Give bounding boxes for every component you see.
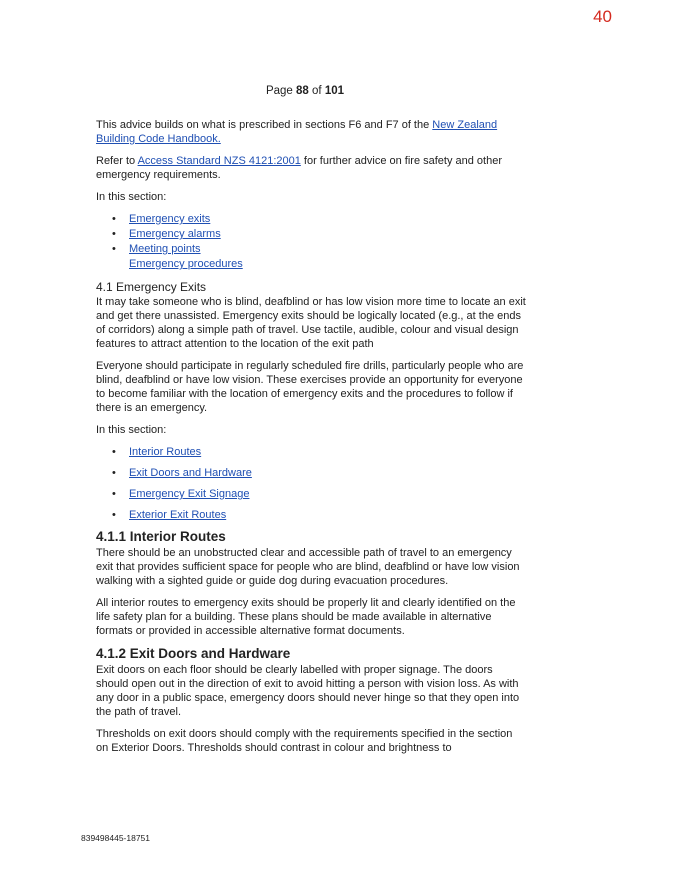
- intro-p2-suffix: for further advice on fire safety and other emergency requirements.: [96, 155, 503, 181]
- meeting-points-link[interactable]: Meeting points: [129, 243, 201, 255]
- section-4-1-link-list: [96, 445, 526, 522]
- section-4-1-2-paragraph-1: Exit doors on each floor should be clearly labelled with proper signage. The doors should open out in the direction of exit to avoid hitting a person with vision loss. As with any door in a public space, emergency doors should never hinge so that they open into the path of travel.: [96, 664, 520, 718]
- page-prefix: Page: [265, 85, 293, 97]
- list-item: [96, 227, 526, 242]
- list-item: [96, 212, 526, 227]
- intro-in-section: In this section:: [96, 191, 167, 203]
- list-item: [96, 508, 526, 522]
- page-sep: of: [312, 85, 322, 97]
- intro-p2-prefix: Refer to: [96, 155, 138, 167]
- bullet: •: [112, 509, 116, 521]
- intro-link-list: [96, 212, 526, 272]
- bullet: •: [112, 446, 116, 458]
- section-4-1-1-paragraph-1: There should be an unobstructed clear and accessible path of travel to an emergency exit that provides sufficient space for people who are blind, deafblind or have low vision walking with a sighted guide or guide dog during evacuation procedures.: [96, 547, 520, 587]
- exit-signage-link[interactable]: Emergency Exit Signage: [129, 488, 250, 500]
- bullet: •: [112, 243, 116, 255]
- interior-routes-link[interactable]: Interior Routes: [129, 446, 202, 458]
- emergency-alarms-link[interactable]: Emergency alarms: [129, 228, 221, 240]
- list-item: [96, 466, 526, 480]
- list-item: [96, 487, 526, 501]
- section-4-1-in-section: In this section:: [96, 424, 167, 436]
- intro-paragraph-2: [96, 154, 526, 182]
- section-4-1-2-paragraph-2: Thresholds on exit doors should comply with the requirements specified in the section on Exterior Doors. Thresholds should contrast in colour and brightness to: [96, 728, 513, 754]
- page-current: 88: [296, 85, 309, 97]
- exterior-exit-routes-link[interactable]: Exterior Exit Routes: [129, 509, 227, 521]
- bullet: •: [112, 213, 116, 225]
- page-indicator: [0, 85, 610, 97]
- bullet: •: [112, 228, 116, 240]
- bullet: •: [112, 467, 116, 479]
- nz-building-code-link[interactable]: New Zealand Building Code Handbook.: [96, 119, 498, 145]
- corner-page-number: 40: [593, 7, 612, 26]
- section-4-1-heading: 4.1 Emergency Exits: [96, 280, 207, 294]
- section-4-1-paragraph-1: It may take someone who is blind, deafblind or has low vision more time to locate an exit and get there unassisted. Emergency exits should be logically located (e.g., at the ends of corridors) along a simple path of travel. Use tactile, audible, colour and visual design features to attract attention to the location of the exit path: [96, 296, 526, 350]
- page-total: 101: [324, 85, 345, 97]
- bullet: •: [112, 488, 116, 500]
- intro-paragraph-1: [96, 118, 526, 146]
- exit-doors-link[interactable]: Exit Doors and Hardware: [129, 467, 252, 479]
- list-item: [96, 242, 526, 272]
- emergency-exits-link[interactable]: Emergency exits: [129, 213, 211, 225]
- section-4-1-paragraph-2: Everyone should participate in regularly scheduled fire drills, particularly people who are blind, deafblind or have low vision. These exercises provide an opportunity for everyone to become familiar with the location of emergency exits and the procedures to follow if there is an emergency.: [96, 360, 524, 414]
- emergency-procedures-link[interactable]: Emergency procedures: [129, 258, 243, 270]
- section-4-1-2-heading: 4.1.2 Exit Doors and Hardware: [96, 646, 291, 661]
- intro-p1-text: This advice builds on what is prescribed in sections F6 and F7 of the: [96, 119, 433, 131]
- list-item: [96, 445, 526, 459]
- access-standard-link[interactable]: Access Standard NZS 4121:2001: [137, 155, 301, 167]
- footer-document-id: 839498445-18751: [81, 833, 151, 843]
- document-body: [96, 118, 526, 763]
- section-4-1-1-heading: 4.1.1 Interior Routes: [96, 529, 226, 544]
- section-4-1-1-paragraph-2: All interior routes to emergency exits should be properly lit and clearly identified on the life safety plan for a building. These plans should be made available in alternative formats or provided in accessible alternative format documents.: [96, 597, 516, 637]
